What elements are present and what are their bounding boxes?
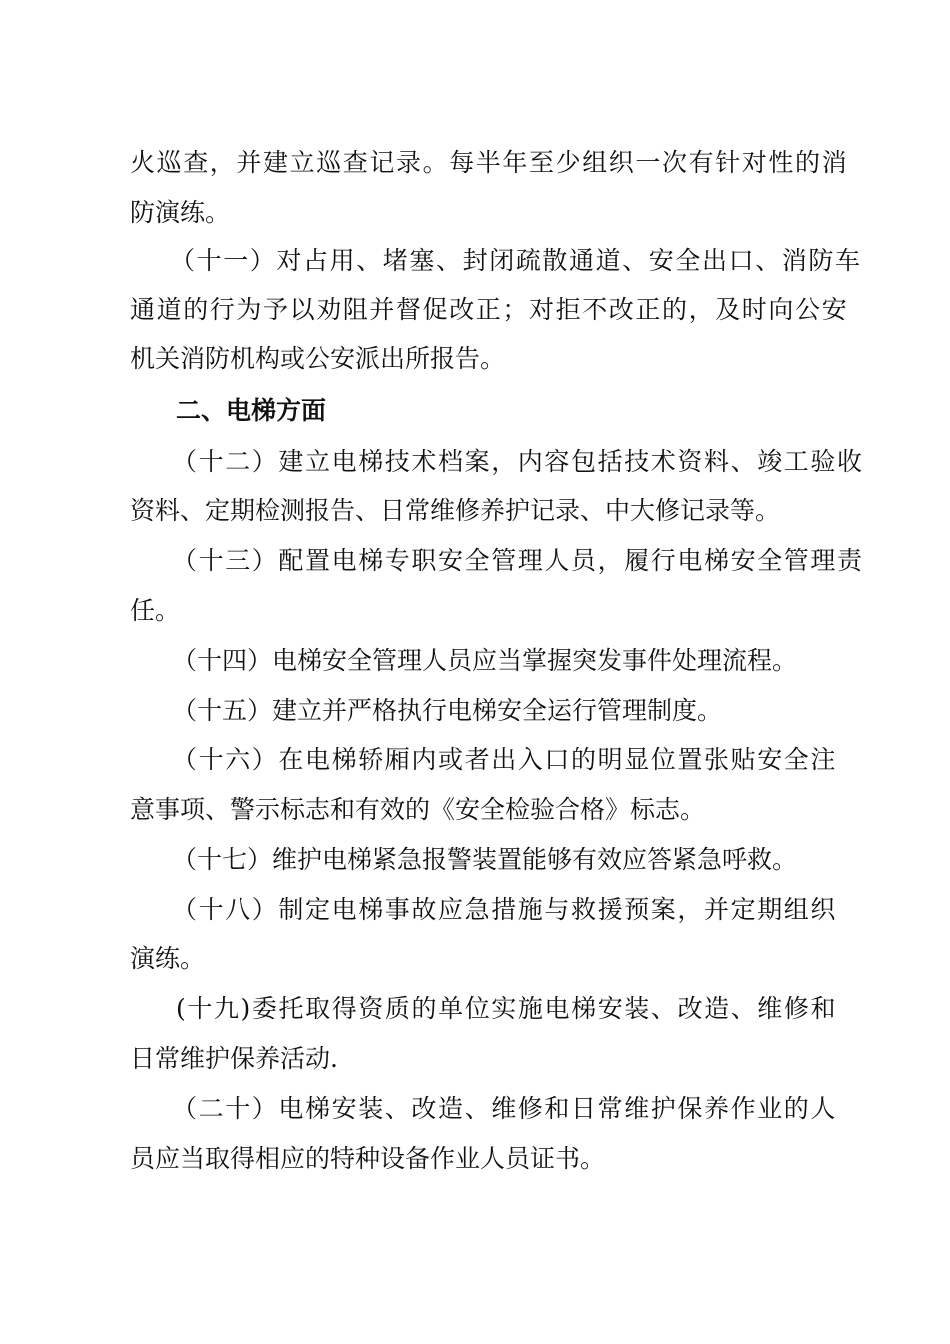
- paragraph-line: 演练。: [130, 944, 206, 973]
- paragraph-line: 意事项、警示标志和有效的《安全检验合格》标志。: [130, 795, 706, 824]
- paragraph-line: （十三）配置电梯专职安全管理人员，履行电梯安全管理责: [172, 546, 864, 575]
- paragraph-line: （十五）建立并严格执行电梯安全运行管理制度。: [172, 696, 723, 725]
- paragraph-line: 资料、定期检测报告、日常维修养护记录、中大修记录等。: [130, 496, 781, 525]
- paragraph-line: （十一）对占用、堵塞、封闭疏散通道、安全出口、消防车: [170, 246, 862, 275]
- paragraph-line: 通道的行为予以劝阻并督促改正；对拒不改正的，及时向公安: [130, 295, 849, 324]
- paragraph-line: 日常维护保养活动.: [130, 1044, 338, 1073]
- paragraph-line: 火巡查，并建立巡查记录。每半年至少组织一次有针对性的消: [130, 148, 849, 177]
- paragraph-line: （十八）制定电梯事故应急措施与救援预案，并定期组织: [172, 895, 838, 924]
- paragraph-line: （十二）建立电梯技术档案，内容包括技术资料、竣工验收: [172, 447, 864, 476]
- paragraph-line: 任。: [130, 596, 181, 625]
- paragraph-line: （十六）在电梯轿厢内或者出入口的明显位置张贴安全注: [172, 745, 838, 774]
- paragraph-line: （二十）电梯安装、改造、维修和日常维护保养作业的人: [172, 1094, 838, 1123]
- paragraph-line: (十九)委托取得资质的单位实施电梯安装、改造、维修和: [176, 994, 838, 1023]
- paragraph-line: 员应当取得相应的特种设备作业人员证书。: [130, 1144, 606, 1173]
- section-heading: 二、电梯方面: [176, 396, 327, 425]
- paragraph-line: 防演练。: [130, 198, 231, 227]
- paragraph-line: （十七）维护电梯紧急报警装置能够有效应答紧急呼救。: [172, 845, 798, 874]
- paragraph-line: 机关消防机构或公安派出所报告。: [130, 344, 506, 373]
- paragraph-line: （十四）电梯安全管理人员应当掌握突发事件处理流程。: [172, 646, 798, 675]
